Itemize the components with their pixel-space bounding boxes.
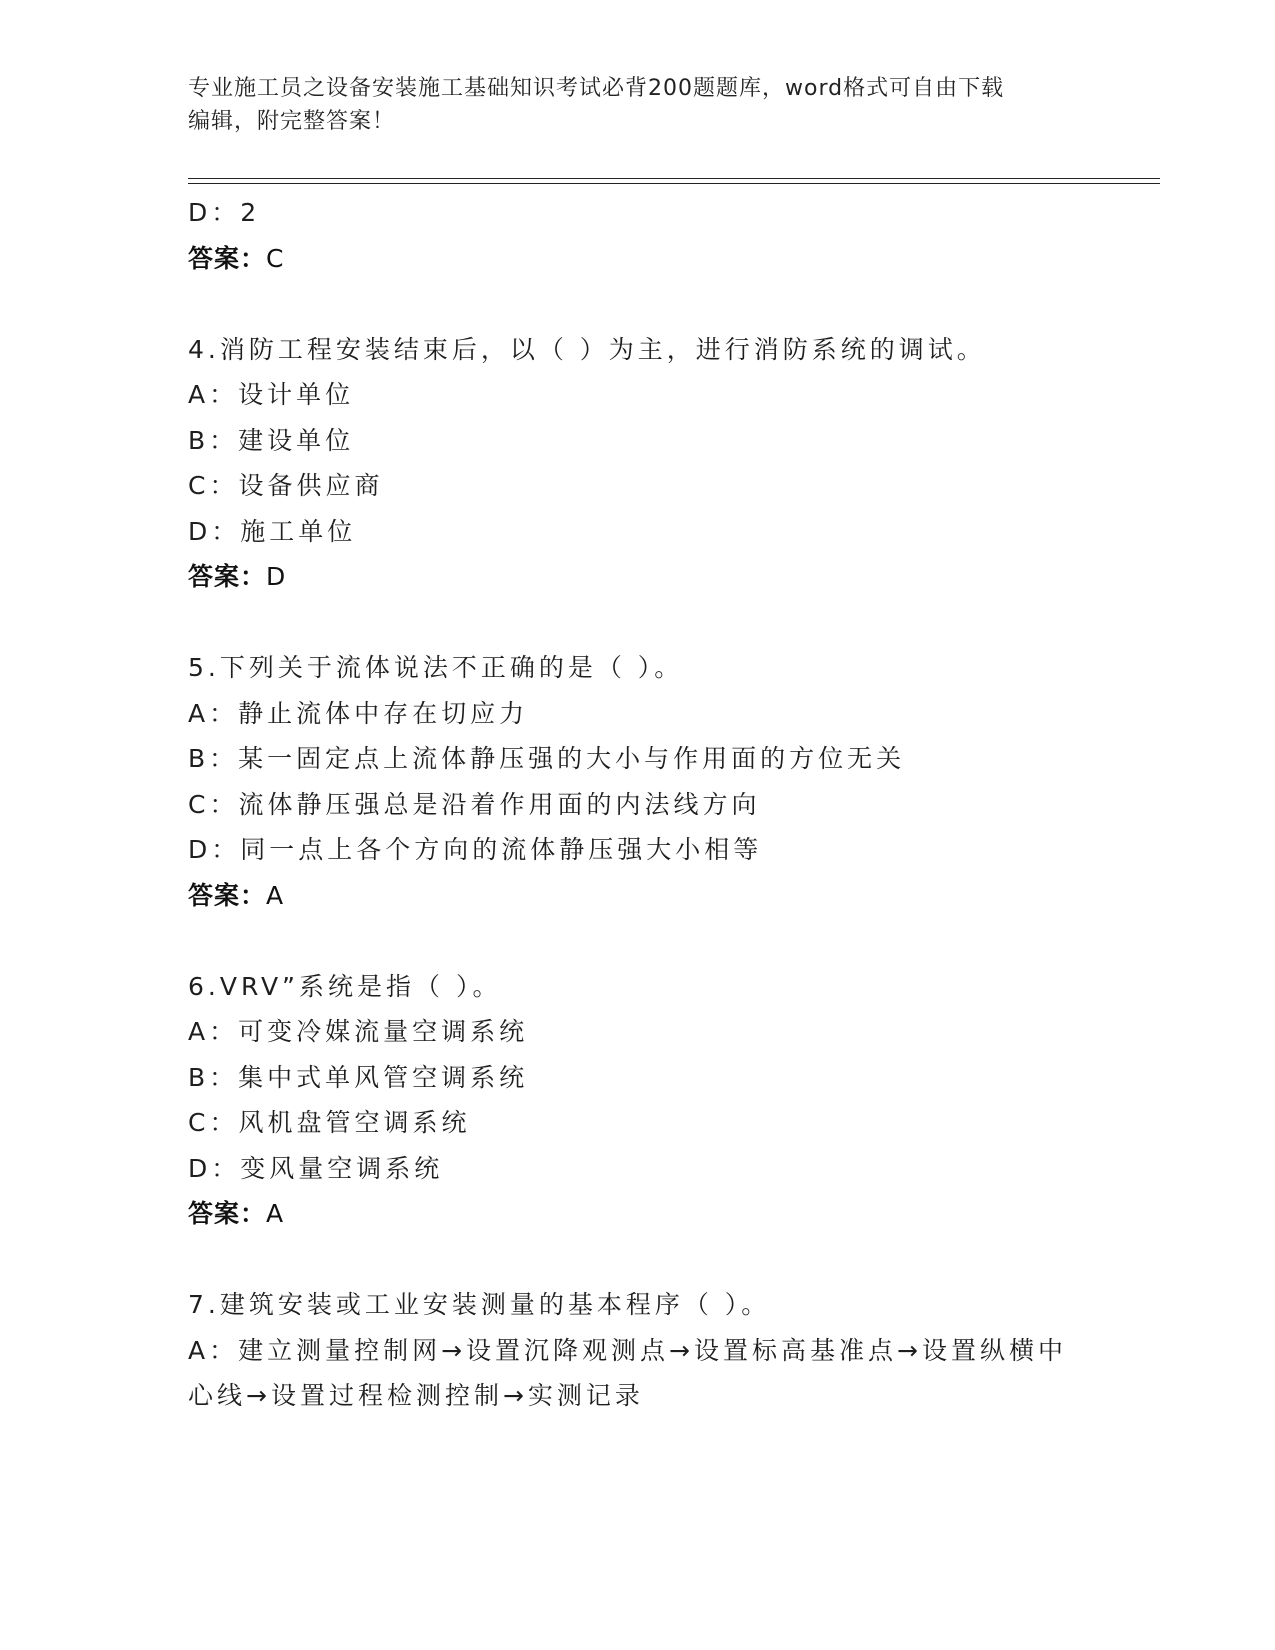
q6-option-c: C：风机盘管空调系统 (188, 1108, 471, 1137)
q6-answer (188, 1191, 1108, 1237)
q5-stem: 5.下列关于流体说法不正确的是（ ）。 (188, 653, 684, 682)
q7-option-a-line-2: 心线→设置过程检测控制→实测记录 (188, 1381, 644, 1410)
q5-answer-label: 答案： (188, 880, 267, 910)
q4-answer-value: D (266, 562, 287, 591)
q5-option-b: B：某一固定点上流体静压强的大小与作用面的方位无关 (188, 744, 906, 773)
q5-option-d: D：同一点上各个方向的流体静压强大小相等 (188, 835, 763, 864)
page-header (188, 72, 1088, 138)
q4-answer (188, 554, 1108, 600)
q3-option-d: D：2 (188, 198, 261, 227)
q5-option-a: A：静止流体中存在切应力 (188, 698, 529, 728)
header-title-line-1: 专业施工员之设备安装施工基础知识考试必背200题题库，word格式可自由下载 (188, 76, 1005, 101)
q4-option-a: A：设计单位 (188, 380, 355, 409)
q5-answer (188, 873, 1108, 919)
q6-answer-value: A (266, 1199, 285, 1228)
q7-stem: 7.建筑安装或工业安装测量的基本程序（ ）。 (188, 1290, 771, 1319)
q5-answer-value: A (266, 880, 285, 910)
header-divider-top (188, 178, 1160, 179)
q6-option-a: A：可变冷媒流量空调系统 (188, 1017, 529, 1046)
q5-option-c: C：流体静压强总是沿着作用面的内法线方向 (188, 789, 761, 819)
header-divider-bottom (188, 183, 1160, 184)
q4-option-d: D：施工单位 (188, 516, 357, 546)
spacer (188, 1237, 1108, 1283)
q7-option-a-line-1: A：建立测量控制网→设置沉降观测点→设置标高基准点→设置纵横中 (188, 1335, 1067, 1365)
question-content (188, 190, 1108, 1419)
spacer (188, 281, 1108, 327)
spacer (188, 918, 1108, 964)
q6-option-d: D：变风量空调系统 (188, 1153, 444, 1183)
q4-answer-label: 答案： (188, 562, 267, 591)
q3-answer-value: C (266, 243, 285, 273)
q3-answer (188, 236, 1108, 282)
spacer (188, 600, 1108, 646)
q3-answer-label: 答案： (188, 243, 267, 273)
q6-answer-label: 答案： (188, 1199, 267, 1228)
q4-option-b: B：建设单位 (188, 425, 355, 455)
q4-stem: 4.消防工程安装结束后，以（ ）为主，进行消防系统的调试。 (188, 334, 986, 364)
q4-option-c: C：设备供应商 (188, 471, 384, 500)
header-title-line-2: 编辑，附完整答案！ (188, 109, 396, 134)
q6-option-b: B：集中式单风管空调系统 (188, 1062, 529, 1092)
q6-stem: 6.VRV”系统是指（ ）。 (188, 971, 502, 1001)
